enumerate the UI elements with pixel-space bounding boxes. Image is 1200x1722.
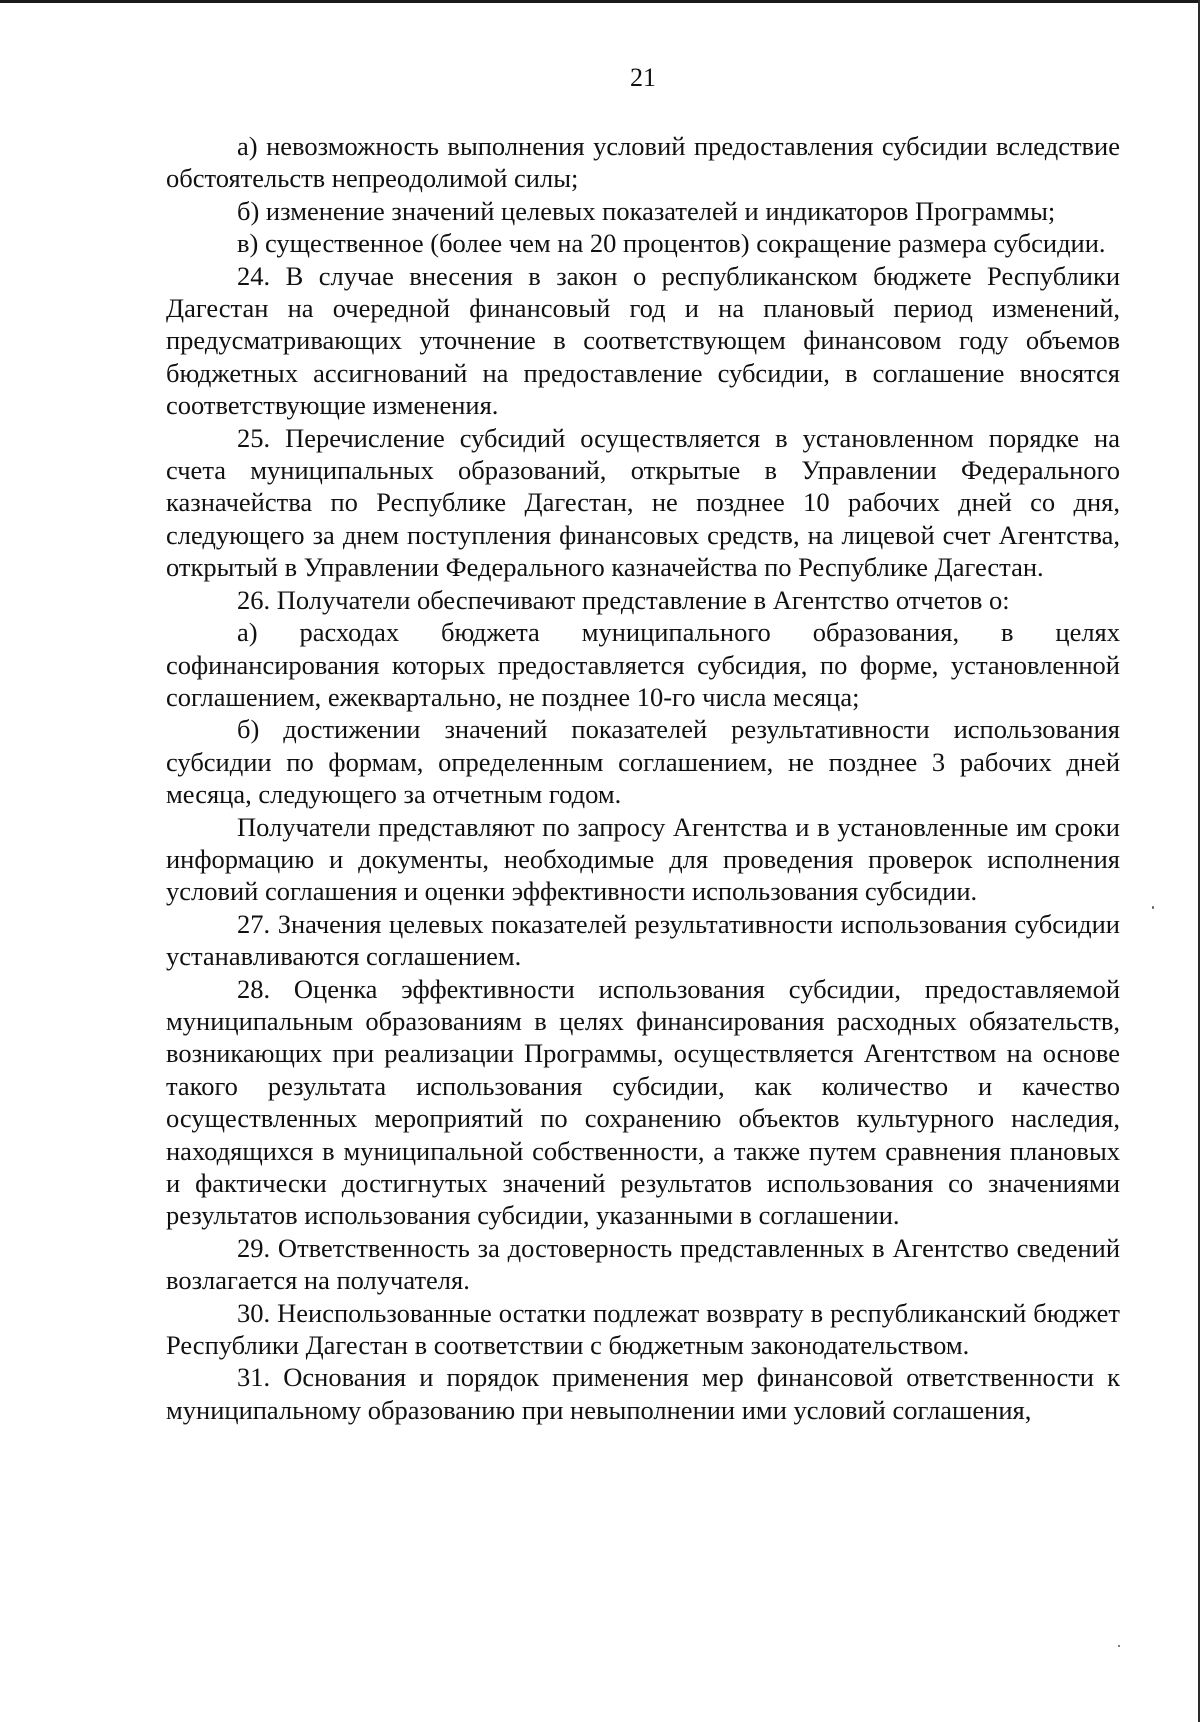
paragraph-26-item-b: б) достижении значений показателей результативности использования субсидии по формам, определенным соглашением, не позднее 3 рабочих дней месяца, следующего за отчетным годом. <box>166 714 1120 810</box>
paragraph-item-v: в) существенное (более чем на 20 процентов) сокращение размера субсидии. <box>237 228 1106 259</box>
scan-speck <box>1152 906 1154 909</box>
paragraph-26-recipients: Получатели представляют по запросу Агентства и в установленные им сроки информацию и документы, необходимые для проведения проверок исполнения условий соглашения и оценки эффективности использования субсидии. <box>166 811 1120 907</box>
paragraph-24: 24. В случае внесения в закон о республиканском бюджете Республики Дагестан на очередной финансовый год и на плановый период изменений, предусматривающих уточнение в соответствующем финансовом году объемов бюджетных ассигнований на предоставление субсидии, в соглашение вносятся соответствующие изменения. <box>166 260 1120 421</box>
scan-speck <box>1118 1645 1120 1647</box>
paragraph-26-item-a: а) расходах бюджета муниципального образования, в целях софинансирования которых предоставляется субсидия, по форме, установленной соглашением, ежеквартально, не позднее 10-го числа месяца; <box>166 617 1120 712</box>
page-number: 21 <box>630 63 656 92</box>
document-page <box>166 62 1120 1426</box>
paragraph-26: 26. Получатели обеспечивают представление в Агентство отчетов о: <box>237 584 1010 615</box>
paragraph-25: 25. Перечисление субсидий осуществляется в установленном порядке на счета муниципальных образований, открытые в Управлении Федерального казначейства по Республике Дагестан, не позднее 10 рабочих дней со дня, следующего за днем поступления финансовых средств, на лицевой счет Агентства, открытый в Управлении Федерального казначейства по Республике Дагестан. <box>166 422 1120 583</box>
paragraph-30: 30. Неиспользованные остатки подлежат возврату в республиканский бюджет Республики Дагестан в соответствии с бюджетным законодательством. <box>166 1297 1120 1361</box>
scan-edge-top <box>0 0 1200 3</box>
paragraph-27: 27. Значения целевых показателей результативности использования субсидии устанавливаются соглашением. <box>166 908 1120 972</box>
paragraph-item-b: б) изменение значений целевых показателей и индикаторов Программы; <box>237 195 1056 226</box>
paragraph-28: 28. Оценка эффективности использования субсидии, предоставляемой муниципальным образованиям в целях финансирования расходных обязательств, возникающих при реализации Программы, осуществляется Агентством на основе такого результата использования субсидии, как количество и качество осуществленных мероприятий по сохранению объектов культурного наследия, находящихся в муниципальной собственности, а также путем сравнения плановых и фактически достигнутых значений результатов использования со значениями результатов использования субсидии, указанными в соглашении. <box>166 973 1120 1231</box>
paragraph-item-a: а) невозможность выполнения условий предоставления субсидии вследствие обстоятельств непреодолимой силы; <box>166 131 1120 194</box>
paragraph-31: 31. Основания и порядок применения мер финансовой ответственности к муниципальному образованию при невыполнении ими условий соглашения, <box>166 1362 1120 1425</box>
paragraph-29: 29. Ответственность за достоверность представленных в Агентство сведений возлагается на получателя. <box>166 1232 1120 1296</box>
